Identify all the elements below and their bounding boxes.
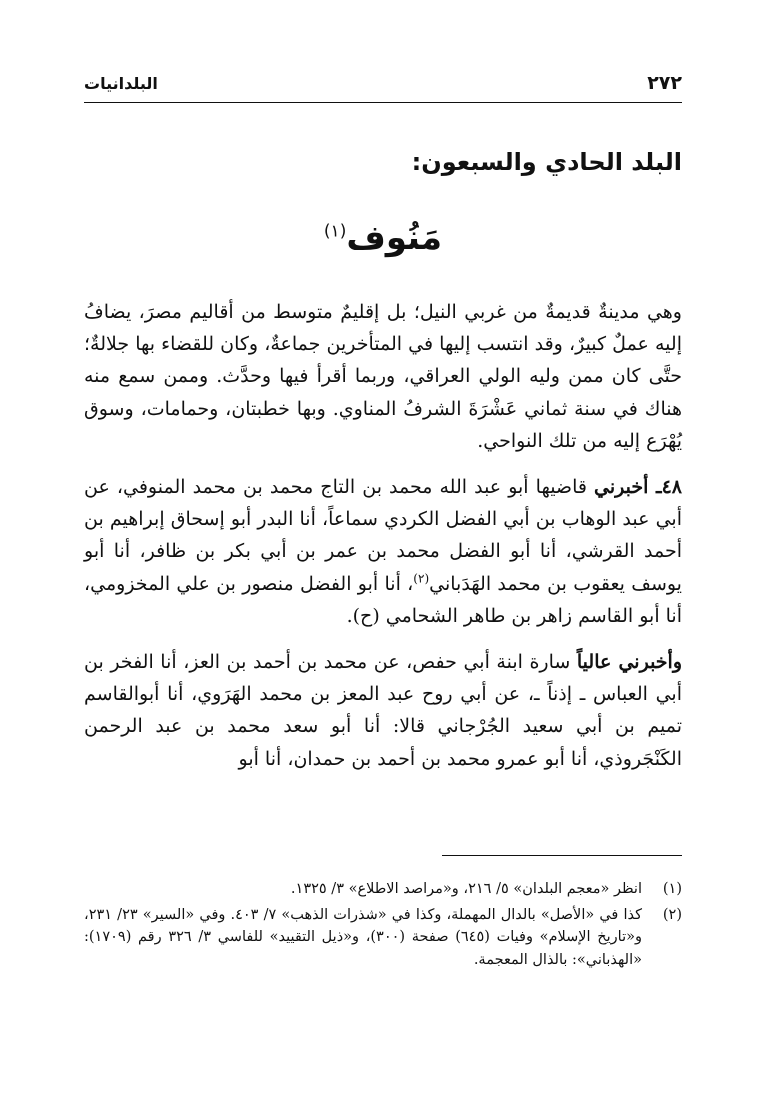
footnote: [84, 904, 682, 972]
body-text: [84, 296, 682, 775]
hadith-48-lead: ٤٨ـ أخبرني: [594, 476, 682, 499]
page-number: ٢٧٢: [647, 72, 682, 94]
footnote-text: كذا في «الأصل» بالدال المهملة، وكذا في «شذرات الذهب» ٧/ ٤٠٣. وفي «السير» ٢٣/ ٢٣١، و«تاريخ الإسلام» وفيات (٦٤٥) صفحة (٣٠٠)، و«ذيل التقييد» للفاسي ٣/ ٣٢٦ رقم (١٧٠٩): «الهذباني»: بالذال المعجمة.: [84, 906, 642, 968]
hadith-48-paragraph: [84, 471, 682, 632]
second-chain-paragraph: [84, 646, 682, 775]
footnote-separator: [442, 855, 682, 856]
town-title: [84, 218, 682, 258]
town-name: مَنُوف: [346, 218, 443, 258]
hadith-48-text-a: قاضيها أبو عبد الله محمد بن التاج محمد بن محمد المنوفي، عن أبي عبد الوهاب بن أبي الفضل الكردي سماعاً، أنا البدر أبو إسحاق إبراهيم بن أحمد القرشي، أنا أبو الفضل محمد بن عمر بن أبي بكر بن ظافر، أنا أبو يوسف يعقوب بن محمد الهَدَباني: [84, 476, 682, 595]
footnote-text: انظر «معجم البلدان» ٥/ ٢١٦، و«مراصد الاطلاع» ٣/ ١٣٢٥.: [290, 881, 642, 897]
second-chain-text: سارة ابنة أبي حفص، عن محمد بن أحمد بن العز، أنا الفخر بن أبي العباس ـ إذناً ـ، عن أبي روح عبد المعز بن محمد الهَرَوي، أنا أبوالقاسم تميم بن أبي سعيد الجُرْجاني قالا: أنا أبو سعد محمد بن عبد الرحمن الكَنْجَروذي، أنا أبو عمرو محمد بن أحمد بن حمدان، أنا أبو: [84, 651, 682, 770]
footnote-number: (٢): [662, 906, 682, 923]
footnote-ref-1[interactable]: (١): [323, 221, 347, 242]
footnote: [84, 878, 682, 901]
second-chain-lead: وأخبرني عالياً: [576, 651, 683, 674]
section-heading: البلد الحادي والسبعون:: [411, 148, 682, 176]
running-title: البلدانيات: [84, 73, 158, 93]
hadith-48-text-b: ، أنا أبو الفضل منصور بن علي المخزومي، أنا أبو القاسم زاهر بن طاهر الشحامي (ح).: [84, 572, 682, 627]
footnote-ref-2[interactable]: (٢): [413, 571, 430, 586]
page-header: [84, 64, 682, 103]
intro-paragraph: وهي مدينةٌ قديمةٌ من غربي النيل؛ بل إقليمٌ متوسط من أقاليم مصرَ، يضافُ إليه عملٌ كبيرٌ، وقد انتسب إليها في المتأخرين جماعةٌ، وكان للقضاء بها جلالةٌ؛ حتَّى كان ممن وليه الولي العراقي، وربما أقرأ فيها وحدَّث. وممن سمع منه هناك في سنة ثماني عَشْرَةَ الشرفُ المناوي. وبها خطبتان، وحمامات، وسوق يُهْرَع إليه من تلك النواحي.: [84, 301, 682, 452]
footnote-number: (١): [662, 881, 682, 897]
footnotes: [84, 878, 682, 974]
